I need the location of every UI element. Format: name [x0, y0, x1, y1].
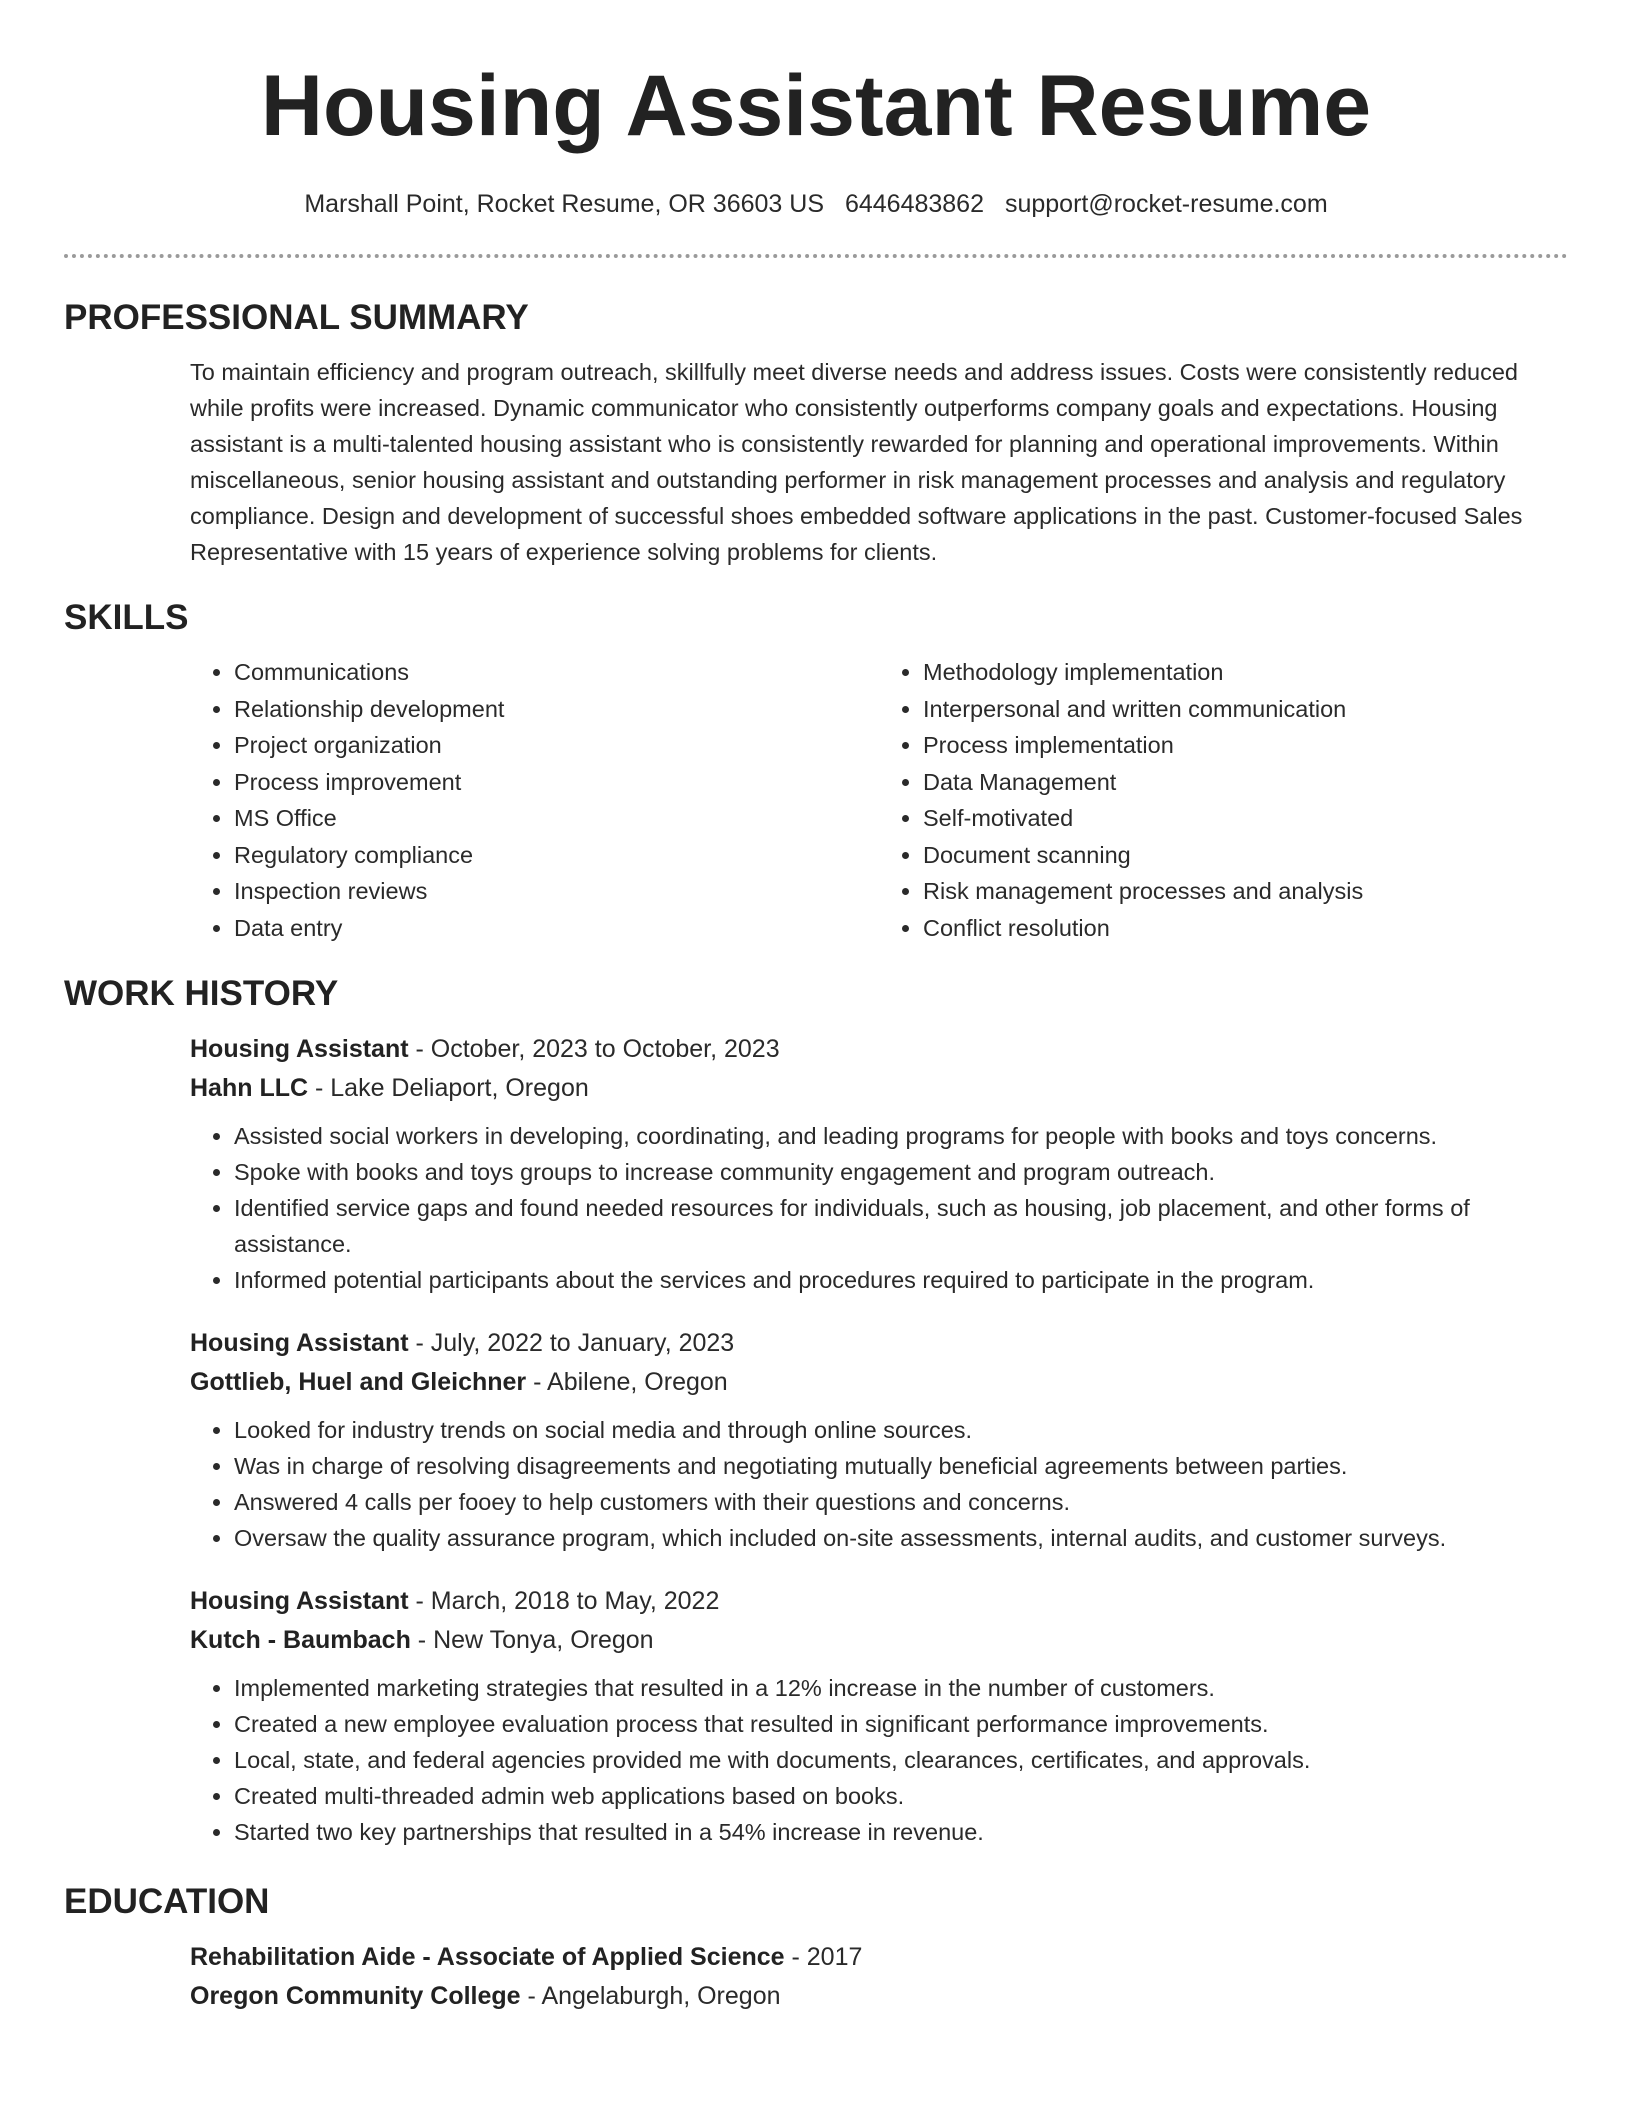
job-title: Housing Assistant: [190, 1035, 409, 1063]
skill-item: • Regulatory compliance: [234, 837, 879, 874]
skills-section: [64, 596, 1568, 946]
skill-item: • Document scanning: [923, 837, 1568, 874]
skill-item: • Data entry: [234, 910, 879, 947]
job-bullets: [190, 1118, 1568, 1298]
job-bullet: • Local, state, and federal agencies provided me with documents, clearances, certificates, and approvals.: [234, 1742, 1568, 1778]
job-title-line: Housing Assistant - October, 2023 to October, 2023: [190, 1035, 780, 1063]
job-bullet: • Informed potential participants about the services and procedures required to participate in the program.: [234, 1262, 1568, 1298]
job-bullet: • Looked for industry trends on social media and through online sources.: [234, 1412, 1568, 1448]
job-company: Gottlieb, Huel and Gleichner: [190, 1368, 527, 1396]
skills-grid: [190, 654, 1568, 946]
education-heading: EDUCATION: [64, 1882, 270, 1921]
skill-item: • Conflict resolution: [923, 910, 1568, 947]
work-history-heading: WORK HISTORY: [64, 974, 339, 1013]
job-title-line: Housing Assistant - March, 2018 to May, 2022: [190, 1587, 720, 1615]
job-bullet: • Oversaw the quality assurance program, which included on-site assessments, internal audits, and customer surveys.: [234, 1520, 1568, 1556]
job-bullet: • Identified service gaps and found needed resources for individuals, such as housing, job placement, and other forms of assistance.: [234, 1190, 1568, 1262]
skill-item: • MS Office: [234, 800, 879, 837]
job-location: Abilene, Oregon: [547, 1368, 728, 1396]
education-school: Oregon Community College: [190, 1982, 521, 2010]
skill-item: • Communications: [234, 654, 879, 691]
job-bullet: • Was in charge of resolving disagreements and negotiating mutually beneficial agreements between parties.: [234, 1448, 1568, 1484]
job-bullets: [190, 1412, 1568, 1556]
skills-left-list: [190, 654, 879, 946]
job-company-line: Kutch - Baumbach - New Tonya, Oregon: [190, 1626, 654, 1654]
education-section: [64, 1880, 1568, 2016]
job-bullet: • Implemented marketing strategies that resulted in a 12% increase in the number of customers.: [234, 1670, 1568, 1706]
job-bullet: • Answered 4 calls per fooey to help customers with their questions and concerns.: [234, 1484, 1568, 1520]
job-location: Lake Deliaport, Oregon: [330, 1074, 589, 1102]
skill-item: • Methodology implementation: [923, 654, 1568, 691]
skill-item: • Process implementation: [923, 727, 1568, 764]
job-bullets: [190, 1670, 1568, 1850]
skill-item: • Self-motivated: [923, 800, 1568, 837]
education-degree: Rehabilitation Aide - Associate of Applied Science: [190, 1943, 785, 1971]
job-company: Kutch - Baumbach: [190, 1626, 411, 1654]
job-dates: March, 2018 to May, 2022: [430, 1587, 720, 1615]
job-bullet: • Spoke with books and toys groups to increase community engagement and program outreach.: [234, 1154, 1568, 1190]
job-title: Housing Assistant: [190, 1329, 409, 1357]
job-company-line: Gottlieb, Huel and Gleichner - Abilene, Oregon: [190, 1368, 728, 1396]
job-entry: [190, 1582, 1568, 1850]
job-bullet: • Created multi-threaded admin web applications based on books.: [234, 1778, 1568, 1814]
header-divider: [64, 254, 1568, 258]
education-body: [64, 1938, 1568, 2016]
work-history-body: [64, 1030, 1568, 1850]
contact-line: [64, 188, 1568, 220]
job-dates: July, 2022 to January, 2023: [430, 1329, 735, 1357]
job-bullet: • Assisted social workers in developing, coordinating, and leading programs for people with books and toys concerns.: [234, 1118, 1568, 1154]
skill-item: • Relationship development: [234, 691, 879, 728]
education-degree-line: Rehabilitation Aide - Associate of Applied Science - 2017: [190, 1943, 863, 1971]
contact-phone: 6446483862: [844, 190, 984, 218]
skill-item: • Project organization: [234, 727, 879, 764]
summary-section: [64, 296, 1568, 570]
summary-text: To maintain efficiency and program outreach, skillfully meet diverse needs and address issues. Costs were consistently reduced while profits were increased. Dynamic communicator who consistently outperforms company goals and expectations. Housing assistant is a multi-talented housing assistant who is consistently rewarded for planning and operational improvements. Within miscellaneous, senior housing assistant and outstanding performer in risk management processes and analysis and regulatory compliance. Design and development of successful shoes embedded software applications in the past. Customer-focused Sales Representative with 15 years of experience solving problems for clients.: [190, 359, 1523, 565]
job-location: New Tonya, Oregon: [433, 1626, 654, 1654]
summary-body: [64, 354, 1568, 570]
education-location: Angelaburgh, Oregon: [541, 1982, 781, 2010]
contact-email: support@rocket-resume.com: [1004, 190, 1328, 218]
skill-item: • Inspection reviews: [234, 873, 879, 910]
job-title-line: Housing Assistant - July, 2022 to January, 2023: [190, 1329, 735, 1357]
skill-item: • Risk management processes and analysis: [923, 873, 1568, 910]
skills-body: [64, 654, 1568, 946]
skill-item: • Process improvement: [234, 764, 879, 801]
summary-heading: PROFESSIONAL SUMMARY: [64, 298, 529, 337]
resume-title: Housing Assistant Resume: [260, 58, 1372, 154]
skill-item: • Data Management: [923, 764, 1568, 801]
work-history-section: [64, 972, 1568, 1850]
job-title: Housing Assistant: [190, 1587, 409, 1615]
education-school-line: Oregon Community College - Angelaburgh, Oregon: [190, 1982, 781, 2010]
skill-item: • Interpersonal and written communication: [923, 691, 1568, 728]
job-dates: October, 2023 to October, 2023: [430, 1035, 780, 1063]
job-company-line: Hahn LLC - Lake Deliaport, Oregon: [190, 1074, 589, 1102]
job-bullet: • Started two key partnerships that resulted in a 54% increase in revenue.: [234, 1814, 1568, 1850]
job-bullet: • Created a new employee evaluation process that resulted in significant performance improvements.: [234, 1706, 1568, 1742]
job-company: Hahn LLC: [190, 1074, 309, 1102]
job-entry: [190, 1030, 1568, 1298]
skills-right-list: [879, 654, 1568, 946]
job-entry: [190, 1324, 1568, 1556]
contact-address: Marshall Point, Rocket Resume, OR 36603 US: [304, 190, 824, 218]
education-year: 2017: [806, 1943, 863, 1971]
skills-heading: SKILLS: [64, 598, 189, 637]
